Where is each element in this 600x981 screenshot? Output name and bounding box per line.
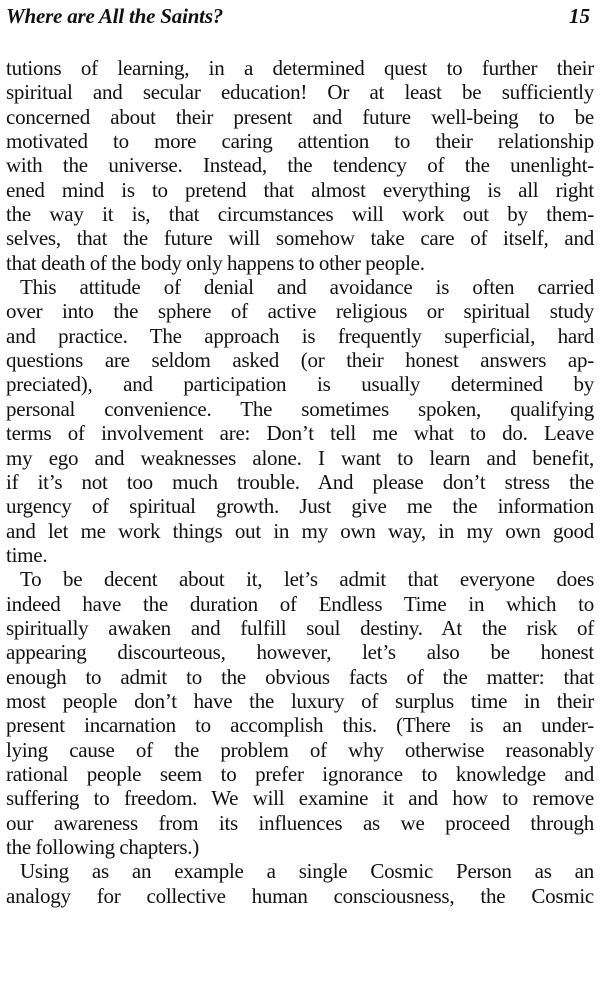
text-line: the following chapters.)	[6, 835, 200, 859]
text-line: the way it is, that circumstances will work out by them-	[6, 202, 594, 227]
text-line: selves, that the future will somehow take care of itself, and	[6, 226, 594, 251]
text-line: present incarnation to accomplish this. (There is an under-	[6, 713, 594, 738]
text-line: Using as an example a single Cosmic Person as an	[20, 859, 594, 884]
text-line: and practice. The approach is frequently superficial, hard	[6, 323, 594, 348]
text-line: suffering to freedom. We will examine it and how to remove	[6, 786, 594, 811]
text-line: preciated), and participation is usually determined by	[6, 372, 594, 397]
text-line: that death of the body only happens to other people.	[6, 250, 425, 275]
text-line: concerned about their present and future well-being to be	[6, 104, 594, 129]
text-line: analogy for collective human consciousness, the Cosmic	[6, 883, 594, 908]
text-line: terms of involvement are: Don’t tell me what to do. Leave	[6, 421, 594, 446]
text-line: indeed have the duration of Endless Time in which to	[6, 591, 594, 616]
text-line: my ego and weaknesses alone. I want to learn and benefit,	[6, 445, 594, 470]
text-line: time.	[6, 542, 48, 567]
text-line: rational people seem to prefer ignorance to knowledge and	[6, 761, 594, 786]
text-line: lying cause of the problem of why otherwise reasonably	[6, 737, 594, 762]
text-line: questions are seldom asked (or their honest answers ap-	[6, 348, 594, 373]
text-line: appearing discourteous, however, let’s also be honest	[6, 640, 594, 665]
text-line: To be decent about it, let’s admit that everyone does	[20, 567, 594, 592]
text-line: and let me work things out in my own way, in my own good	[6, 518, 594, 543]
page-number: 15	[569, 4, 590, 28]
text-line: our awareness from its influences as we proceed through	[6, 810, 594, 835]
text-line: ened mind is to pretend that almost everything is all right	[6, 177, 594, 202]
running-head: Where are All the Saints?	[6, 4, 224, 28]
text-line: urgency of spiritual growth. Just give me the information	[6, 494, 594, 519]
text-line: spiritual and secular education! Or at least be sufficiently	[6, 80, 594, 105]
page-header	[6, 3, 592, 29]
text-line: with the universe. Instead, the tendency of the unenlight-	[6, 153, 594, 178]
text-line: tutions of learning, in a determined quest to further their	[6, 56, 594, 80]
text-line: enough to admit to the obvious facts of the matter: that	[6, 664, 594, 689]
text-line: personal convenience. The sometimes spoken, qualifying	[6, 396, 594, 421]
text-line: over into the sphere of active religious or spiritual study	[6, 299, 594, 324]
text-line: spiritually awaken and fulfill soul destiny. At the risk of	[6, 615, 594, 640]
text-line: if it’s not too much trouble. And please don’t stress the	[6, 469, 594, 494]
text-line: most people don’t have the luxury of surplus time in their	[6, 688, 594, 713]
text-line: This attitude of denial and avoidance is often carried	[20, 275, 594, 300]
body-text	[6, 56, 594, 908]
text-line: motivated to more caring attention to their relationship	[6, 129, 594, 154]
